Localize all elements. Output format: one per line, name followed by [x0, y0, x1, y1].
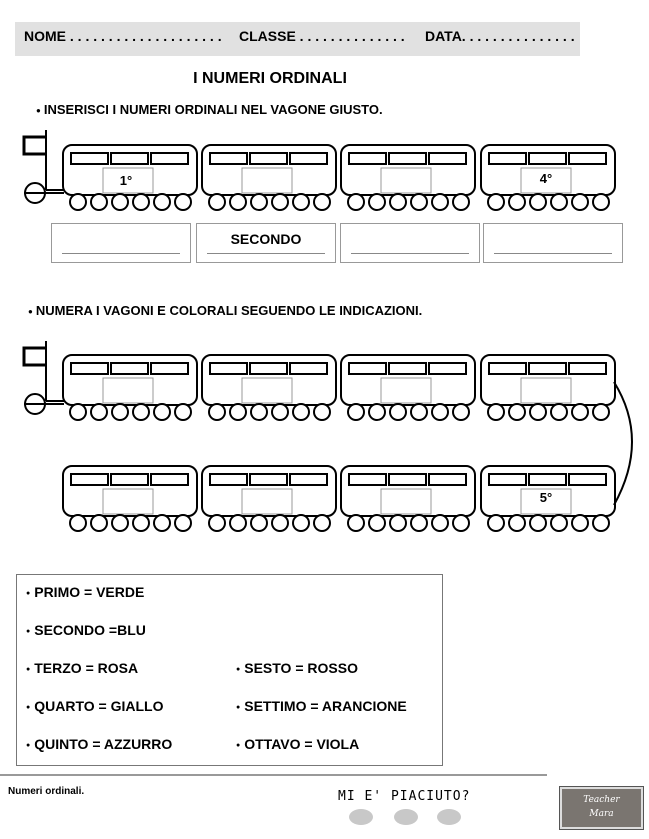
wagon-wheel	[530, 404, 546, 420]
wagon-plate	[242, 168, 292, 193]
answer-box-1[interactable]	[51, 223, 191, 263]
wagon-plate	[103, 489, 153, 514]
bullet-icon: ●	[28, 307, 33, 317]
wagon-window	[210, 474, 247, 485]
legend-text: TERZO = ROSA	[34, 660, 139, 676]
wagon-wheel	[230, 404, 246, 420]
answer-text-2: SECONDO	[230, 231, 302, 247]
answer-box-4[interactable]	[483, 223, 623, 263]
teacher-logo	[560, 787, 643, 829]
wagon-wheel	[112, 404, 128, 420]
wagon-window	[429, 363, 466, 374]
wagon-wheel	[209, 515, 225, 531]
bullet-icon: ●	[236, 741, 241, 749]
wagon-window	[71, 363, 108, 374]
wagon-wheel	[348, 404, 364, 420]
class-field[interactable]: CLASSE . . . . . . . . . . . . . .	[239, 28, 405, 44]
wagon-window	[210, 363, 247, 374]
wagon-wheel	[70, 404, 86, 420]
date-field[interactable]: DATA. . . . . . . . . . . . . . .	[425, 28, 575, 44]
wagon-wheel	[530, 194, 546, 210]
wagon-label-1: 1°	[119, 173, 133, 188]
wagon-window	[71, 474, 108, 485]
legend-item-quarto	[26, 698, 163, 714]
wagon-wheel	[488, 515, 504, 531]
wagon-label-4: 4°	[539, 171, 553, 186]
wagon-wheel	[390, 515, 406, 531]
wagon-window	[111, 153, 148, 164]
wagon-wheel	[572, 515, 588, 531]
wagon-window	[529, 363, 566, 374]
bullet-icon: ●	[26, 627, 31, 635]
wagon-window	[151, 153, 188, 164]
footer-caption: Numeri ordinali.	[8, 786, 85, 797]
wagon-wheel	[154, 194, 170, 210]
wagon-wheel	[509, 404, 525, 420]
wagon-window	[290, 474, 327, 485]
legend-item-secondo	[26, 622, 146, 638]
legend-text: SESTO = ROSSO	[244, 660, 358, 676]
wagon-wheel	[348, 194, 364, 210]
legend-item-quinto	[26, 736, 172, 752]
wagon-wheel	[293, 515, 309, 531]
engine-cab	[24, 348, 46, 365]
wagon-window	[290, 153, 327, 164]
wagon-wheel	[453, 194, 469, 210]
bullet-icon: ●	[236, 665, 241, 673]
wagon-wheel	[91, 404, 107, 420]
wagon-wheel	[390, 404, 406, 420]
wagon-window	[250, 153, 287, 164]
engine-cab	[24, 137, 46, 154]
wagon-wheel	[133, 194, 149, 210]
wagon-window	[349, 363, 386, 374]
wagon-plate	[242, 489, 292, 514]
answer-box-3[interactable]	[340, 223, 480, 263]
wagon-window	[529, 474, 566, 485]
wagon-window	[489, 474, 526, 485]
wagon-wheel	[488, 404, 504, 420]
wagon-window	[569, 153, 606, 164]
wagon-plate	[242, 378, 292, 403]
neutral-face-icon[interactable]	[394, 809, 418, 825]
wagon-wheel	[509, 515, 525, 531]
wagon-wheel	[593, 515, 609, 531]
wagon-window	[389, 363, 426, 374]
wagon-window	[250, 474, 287, 485]
legend-text: QUINTO = AZZURRO	[34, 736, 173, 752]
wagon-wheel	[272, 194, 288, 210]
wagon-wheel	[551, 404, 567, 420]
wagon-window	[250, 363, 287, 374]
wagon-window	[151, 363, 188, 374]
legend-text: OTTAVO = VIOLA	[244, 736, 360, 752]
wagon-wheel	[70, 515, 86, 531]
wagon-window	[151, 474, 188, 485]
wagon-wheel	[593, 404, 609, 420]
happy-face-icon[interactable]	[349, 809, 373, 825]
wagon-window	[111, 474, 148, 485]
wagon-window	[489, 363, 526, 374]
wagon-plate	[521, 378, 571, 403]
wagon-wheel	[154, 515, 170, 531]
wagon-wheel	[175, 515, 191, 531]
wagon-wheel	[453, 404, 469, 420]
wagon-wheel	[369, 404, 385, 420]
wagon-wheel	[209, 404, 225, 420]
wagon-window	[71, 153, 108, 164]
wagon-window	[429, 474, 466, 485]
legend-item-primo	[26, 584, 144, 600]
wagon-wheel	[432, 515, 448, 531]
wagon-wheel	[551, 515, 567, 531]
wagon-window	[349, 153, 386, 164]
answer-line	[494, 253, 612, 254]
wagon-plate	[381, 168, 431, 193]
wagon-wheel	[453, 515, 469, 531]
wagon-wheel	[133, 404, 149, 420]
legend-item-ottavo	[236, 736, 359, 752]
wagon-wheel	[572, 194, 588, 210]
wagon-wheel	[509, 194, 525, 210]
page-title: I NUMERI ORDINALI	[193, 70, 347, 87]
wagon-wheel	[91, 194, 107, 210]
wagon-wheel	[348, 515, 364, 531]
answer-line	[351, 253, 469, 254]
wagon-plate	[381, 489, 431, 514]
wagon-window	[569, 363, 606, 374]
wagon-window	[489, 153, 526, 164]
legend-text: PRIMO = VERDE	[34, 584, 145, 600]
wagon-window	[389, 474, 426, 485]
wagon-wheel	[369, 194, 385, 210]
footer-divider	[0, 774, 547, 776]
wagon-window	[529, 153, 566, 164]
bullet-icon: ●	[236, 703, 241, 711]
legend-item-sesto	[236, 660, 358, 676]
wagon-wheel	[209, 194, 225, 210]
wagon-window	[389, 153, 426, 164]
wagon-wheel	[432, 194, 448, 210]
wagon-wheel	[251, 515, 267, 531]
train-connector	[614, 382, 632, 505]
legend-item-settimo	[236, 698, 407, 714]
wagon-wheel	[272, 404, 288, 420]
bullet-icon: ●	[26, 589, 31, 597]
wagon-wheel	[230, 194, 246, 210]
legend-text: QUARTO = GIALLO	[34, 698, 164, 714]
legend-text: SETTIMO = ARANCIONE	[244, 698, 407, 714]
legend-item-terzo	[26, 660, 138, 676]
bullet-icon: ●	[26, 741, 31, 749]
wagon-window	[210, 153, 247, 164]
wagon-wheel	[175, 194, 191, 210]
wagon-wheel	[293, 404, 309, 420]
logo-text-2: Mara	[589, 809, 614, 819]
bullet-icon: ●	[26, 665, 31, 673]
wagon-wheel	[293, 194, 309, 210]
wagon-wheel	[112, 194, 128, 210]
feedback-question: MI E' PIACIUTO?	[338, 789, 471, 804]
answer-line	[62, 253, 180, 254]
wagon-label-5: 5°	[539, 490, 553, 505]
wagon-wheel	[411, 404, 427, 420]
answer-box-2[interactable]	[196, 223, 336, 263]
wagon-wheel	[175, 404, 191, 420]
wagon-wheel	[314, 194, 330, 210]
wagon-wheel	[432, 404, 448, 420]
wagon-window	[111, 363, 148, 374]
wagon-wheel	[530, 515, 546, 531]
wagon-window	[569, 474, 606, 485]
wagon-window	[349, 474, 386, 485]
wagon-plate	[103, 378, 153, 403]
wagon-wheel	[154, 404, 170, 420]
bullet-icon: ●	[36, 106, 41, 116]
wagon-wheel	[112, 515, 128, 531]
wagon-wheel	[272, 515, 288, 531]
wagon-wheel	[251, 194, 267, 210]
wagon-wheel	[133, 515, 149, 531]
wagon-wheel	[314, 515, 330, 531]
wagon-plate	[381, 378, 431, 403]
wagon-wheel	[488, 194, 504, 210]
wagon-wheel	[369, 515, 385, 531]
logo-text-1: Teacher	[583, 795, 620, 805]
name-field[interactable]: NOME . . . . . . . . . . . . . . . . . . . .	[24, 28, 222, 44]
wagon-wheel	[551, 194, 567, 210]
wagon-wheel	[251, 404, 267, 420]
wagon-wheel	[593, 194, 609, 210]
exercise2-instruction-text: NUMERA I VAGONI E COLORALI SEGUENDO LE INDICAZIONI.	[35, 303, 423, 318]
wagon-window	[429, 153, 466, 164]
wagon-wheel	[314, 404, 330, 420]
answer-line	[207, 253, 325, 254]
wagon-wheel	[411, 515, 427, 531]
wagon-wheel	[230, 515, 246, 531]
wagon-window	[290, 363, 327, 374]
wagon-wheel	[572, 404, 588, 420]
wagon-wheel	[390, 194, 406, 210]
bullet-icon: ●	[26, 703, 31, 711]
wagon-wheel	[70, 194, 86, 210]
sad-face-icon[interactable]	[437, 809, 461, 825]
legend-text: SECONDO =BLU	[34, 622, 146, 638]
wagon-wheel	[91, 515, 107, 531]
wagon-wheel	[411, 194, 427, 210]
exercise1-instruction-text: INSERISCI I NUMERI ORDINALI NEL VAGONE GIUSTO.	[43, 102, 383, 117]
